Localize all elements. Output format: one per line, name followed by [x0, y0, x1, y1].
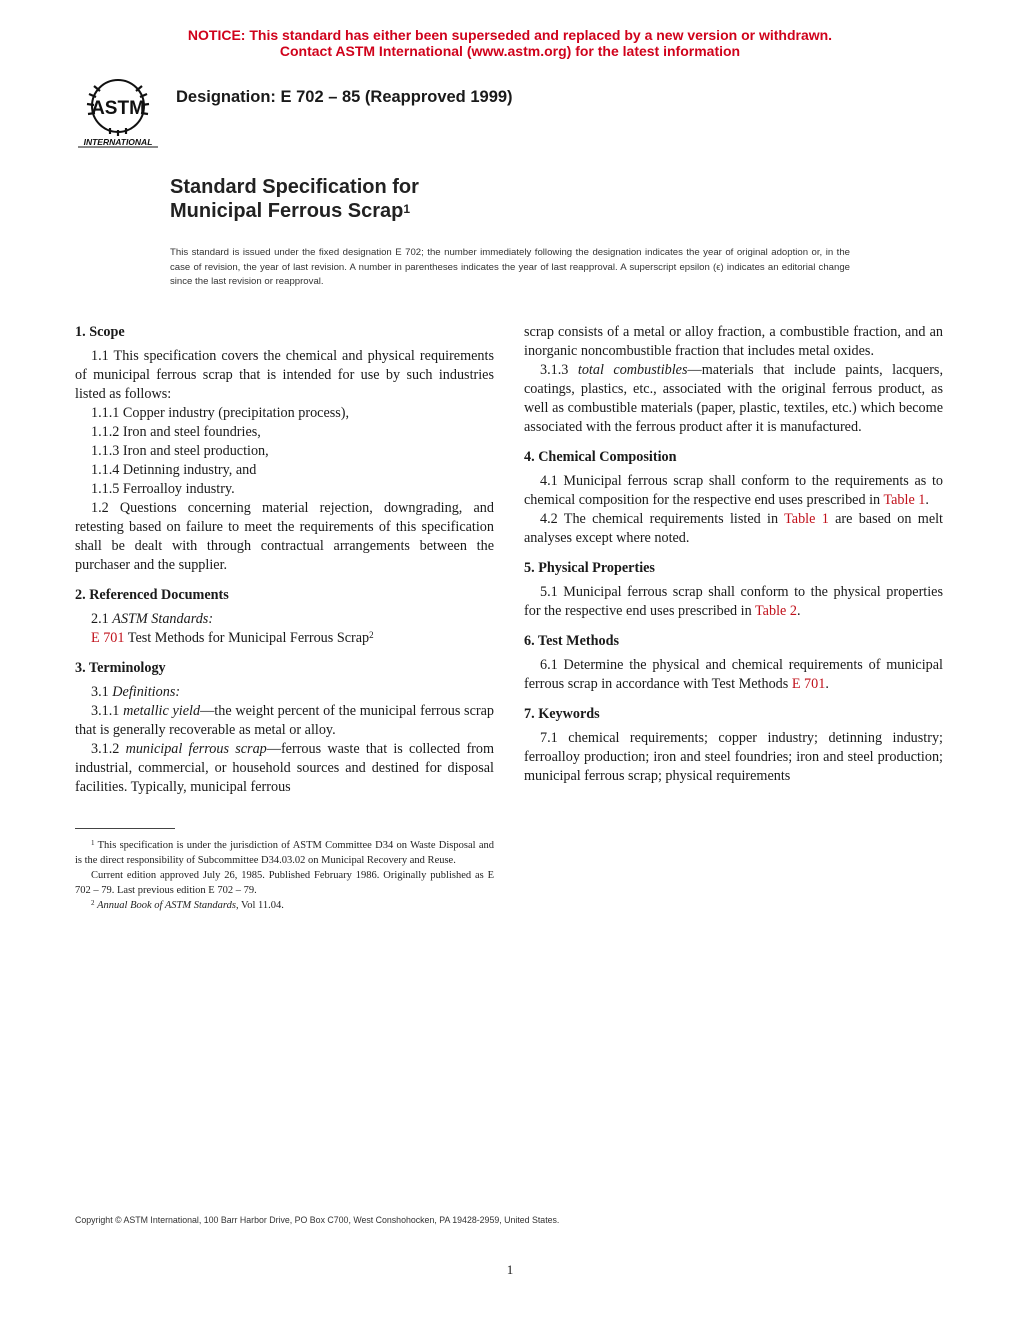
- footnote-1-text: This specification is under the jurisdiction of ASTM Committee D34 on Waste Disposal and is the direct responsibility of Subcommittee D34.03.02 on Municipal Recovery and Reuse.: [75, 840, 495, 866]
- withdrawal-notice: [0, 27, 1020, 59]
- para-6-1-text: 6.1 Determine the physical and chemical requirements of municipal ferrous scrap in accordance with Test Methods: [524, 657, 943, 692]
- footnote-divider: [75, 828, 175, 829]
- designation: Designation: E 702 – 85 (Reapproved 1999): [176, 88, 513, 106]
- footnote-1-mark: 1: [91, 839, 95, 847]
- title-line-1: Standard Specification for: [170, 176, 419, 198]
- definition-metallic-yield: —the weight percent of the municipal ferrous scrap that is generally recoverable as metal or alloy.: [75, 703, 494, 738]
- footnote-2-title: Annual Book of ASTM Standards: [97, 900, 236, 911]
- section-chemical-composition-heading: 4. Chemical Composition: [524, 449, 677, 465]
- section-terminology-heading: 3. Terminology: [75, 660, 166, 676]
- reference-e701-title: Test Methods for Municipal Ferrous Scrap: [127, 630, 370, 646]
- right-column: [524, 323, 943, 786]
- footnote-2-mark: 2: [91, 899, 95, 907]
- logo-letters: ASTM: [91, 98, 145, 119]
- e701-link[interactable]: E 701: [791, 676, 826, 692]
- table-1-link[interactable]: Table 1: [883, 492, 926, 508]
- para-4-2: [524, 510, 943, 548]
- reference-footnote-mark: 2: [369, 630, 374, 640]
- para-3-1-2-continued: scrap consists of a metal or alloy fraction, a combustible fraction, and an inorganic noncombustible fraction that includes metal oxides.: [524, 324, 943, 359]
- reference-e701-link[interactable]: E 701: [91, 630, 125, 646]
- para-5-1: [524, 583, 943, 621]
- page-number: 1: [506, 1262, 514, 1277]
- para-4-1-text: 4.1 Municipal ferrous scrap shall conform to the requirements as to chemical composition for the respective end uses prescribed in: [524, 473, 943, 508]
- para-1-1: 1.1 This specification covers the chemical and physical requirements of municipal ferrous scrap that is intended for use by such industries listed as follows:: [75, 348, 494, 402]
- left-column: [75, 323, 494, 797]
- para-6-1-end: .: [825, 676, 829, 692]
- section-referenced-documents-heading: 2. Referenced Documents: [75, 587, 229, 603]
- para-3-1-1: [75, 702, 494, 740]
- footnote-1-edition: Current edition approved July 26, 1985. Published February 1986. Originally published as E 702 – 79. Last previous edition E 702 – 79.: [75, 870, 494, 896]
- table-1-link[interactable]: Table 1: [784, 511, 829, 527]
- para-7-1: 7.1 chemical requirements; copper industry; detinning industry; ferroalloy production; iron and steel foundries; iron and steel production; municipal ferrous scrap; physical requirements: [524, 730, 943, 784]
- para-2-1-number: 2.1: [91, 611, 109, 627]
- section-physical-properties-heading: 5. Physical Properties: [524, 560, 655, 576]
- para-4-2-text: 4.2 The chemical requirements listed in: [540, 511, 785, 527]
- notice-line-2: Contact ASTM International (www.astm.org) for the latest information: [279, 43, 741, 59]
- section-test-methods-heading: 6. Test Methods: [524, 633, 619, 649]
- para-5-1-text: 5.1 Municipal ferrous scrap shall conform to the physical properties for the respective end uses prescribed in: [524, 584, 943, 619]
- table-2-link[interactable]: Table 2: [755, 603, 797, 619]
- title-line-2: Municipal Ferrous Scrap: [170, 200, 404, 222]
- section-scope-heading: 1. Scope: [75, 324, 125, 340]
- para-4-2-end: are based on melt analyses except where noted.: [524, 511, 943, 546]
- astm-logo: [76, 78, 160, 148]
- para-3-1-2-number: 3.1.2: [91, 741, 120, 757]
- definition-total-combustibles: —materials that include paints, lacquers, coatings, plastics, etc., associated with the original ferrous product, as well as combustible materials (paper, plastic, textiles, etc.) which become associated with the ferrous product after it is manufactured.: [524, 362, 943, 435]
- term-metallic-yield: metallic yield: [123, 703, 201, 719]
- definition-municipal-ferrous-scrap: —ferrous waste that is collected from industrial, commercial, or household sources and destined for disposal facilities. Typically, municipal ferrous: [75, 741, 495, 795]
- para-1-2: 1.2 Questions concerning material rejection, downgrading, and retesting based on failure to meet the requirements of this specification shall be dealt with through contractual arrangements between the purchaser and the supplier.: [75, 500, 494, 573]
- para-3-1-label: Definitions:: [112, 684, 181, 700]
- footnote-1: [75, 838, 494, 868]
- notice-line-1: NOTICE: This standard has either been superseded and replaced by a new version or withdrawn.: [187, 27, 833, 43]
- reference-e701: [75, 629, 494, 648]
- list-item: 1.1.2 Iron and steel foundries,: [91, 424, 261, 440]
- list-item: 1.1.3 Iron and steel production,: [91, 443, 269, 459]
- para-3-1: [75, 683, 494, 702]
- term-municipal-ferrous-scrap: municipal ferrous scrap: [125, 741, 267, 757]
- footnote-2-text: , Vol 11.04.: [235, 900, 284, 911]
- term-total-combustibles: total combustibles: [577, 362, 688, 378]
- issuance-note: This standard is issued under the fixed designation E 702; the number immediately following the designation indicates the year of original adoption or, in the case of revision, the year of last revision. A number in parentheses indicates the year of last reapproval. A superscript epsilon (ϵ) indicates an editorial change since the last revision or reapproval.: [170, 247, 850, 287]
- para-3-1-2: [75, 740, 494, 797]
- list-item: 1.1.5 Ferroalloy industry.: [91, 481, 235, 497]
- title-footnote-mark: 1: [403, 202, 411, 216]
- list-item: 1.1.4 Detinning industry, and: [91, 462, 257, 478]
- para-3-1-number: 3.1: [91, 684, 109, 700]
- para-4-1: [524, 472, 943, 510]
- logo-subtitle: INTERNATIONAL: [83, 137, 153, 147]
- para-3-1-3-number: 3.1.3: [540, 362, 569, 378]
- footnotes: [75, 838, 494, 913]
- list-item: 1.1.1 Copper industry (precipitation process),: [91, 405, 350, 421]
- copyright-notice: Copyright © ASTM International, 100 Barr Harbor Drive, PO Box C700, West Conshohocken, PA 19428-2959, United States.: [75, 1215, 560, 1225]
- para-6-1: [524, 656, 943, 694]
- footnote-2: [75, 898, 494, 913]
- para-3-1-1-number: 3.1.1: [91, 703, 120, 719]
- para-4-1-end: .: [925, 492, 929, 508]
- para-2-1-label: ASTM Standards:: [112, 611, 214, 627]
- para-3-1-3: [524, 361, 943, 437]
- document-title: [170, 175, 419, 223]
- para-2-1: [75, 610, 494, 629]
- section-keywords-heading: 7. Keywords: [524, 706, 600, 722]
- para-5-1-end: .: [796, 603, 801, 619]
